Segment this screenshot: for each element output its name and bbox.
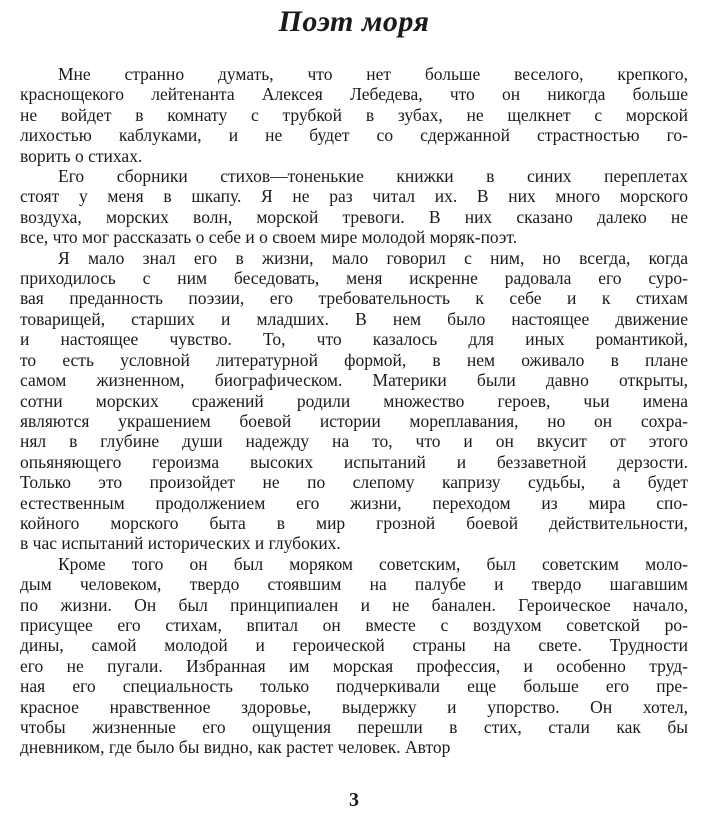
text-line: приходилось с ним беседовать, меня искренне радовала его суро- <box>20 268 688 289</box>
text-line: Кроме того он был моряком советским, был советским моло- <box>58 553 688 574</box>
text-line: Его сборники стихов—тоненькие книжки в синих переплетах <box>58 166 688 187</box>
text-line: койного морского быта в мир грозной боевой действительности, <box>20 512 688 533</box>
page-title: Поэт моря <box>278 5 430 38</box>
paragraph <box>20 248 688 554</box>
text-line: чтобы жизненные его ощущения перешли в стих, стали как бы <box>20 717 688 737</box>
text-line: стоят у меня в шкапу. Я не раз читал их. В них много морского <box>20 186 688 207</box>
text-line: дневником, где было бы видно, как растет человек. Автор <box>20 737 451 758</box>
text-line: дины, самой молодой и героической страны на свете. Трудности <box>20 635 688 656</box>
text-line: дым человеком, твердо стоявшим на палубе и твердо шагавшим <box>20 574 688 595</box>
text-line: не войдет в комнату с трубкой в зубах, не щелкнет с морской <box>20 104 688 125</box>
text-line: являются украшением боевой истории мореплавания, но он сохра- <box>20 410 688 431</box>
text-line: и настоящее чувство. То, что казалось для иных романтикой, <box>20 329 688 350</box>
paragraph <box>20 554 688 758</box>
text-line: присущее его стихам, впитал он вместе с воздухом советской ро- <box>20 614 688 635</box>
page-number: 3 <box>349 789 359 811</box>
text-line: лихостью каблуками, и не будет со сдержанной страстностью го- <box>20 125 688 146</box>
text-line: нял в глубине души надежду на то, что и он вкусит от этого <box>20 431 688 452</box>
text-line: опьяняющего героизма высоких испытаний и беззаветной дерзости. <box>20 451 688 472</box>
text-line: ная его специальность только подчеркивали еще больше его пре- <box>20 676 688 697</box>
text-line: в час испытаний исторических и глубоких. <box>20 533 341 554</box>
text-line: краснощекого лейтенанта Алексея Лебедева, что он никогда больше <box>20 84 688 105</box>
text-line: воздуха, морских волн, морской тревоги. В них сказано далеко не <box>20 206 688 227</box>
text-line: все, что мог рассказать о себе и о своем мире молодой моряк-поэт. <box>20 227 518 248</box>
text-line: самом жизненном, биографическом. Материки были давно открыты, <box>20 370 688 391</box>
text-line: по жизни. Он был принципиален и не банален. Героическое начало, <box>20 594 688 615</box>
text-line: товарищей, старших и младших. В нем было настоящее движение <box>20 308 688 329</box>
text-line: его не пугали. Избранная им морская профессия, и особенно труд- <box>20 655 688 676</box>
text-line: Только это произойдет не по слепому капризу судьбы, а будет <box>20 472 688 493</box>
paragraph <box>20 64 688 166</box>
text-line: естественным продолжением его жизни, переходом из мира спо- <box>20 492 688 513</box>
text-line: Мне странно думать, что нет больше веселого, крепкого, <box>58 64 688 84</box>
text-line: Я мало знал его в жизни, мало говорил с ним, но всегда, когда <box>58 247 688 268</box>
text-line: то есть условной литературной формой, в нем оживало в плане <box>20 349 688 370</box>
text-line: сотни морских сражений родили множество героев, чьи имена <box>20 390 688 411</box>
text-line: ворить о стихах. <box>20 145 143 166</box>
paragraph <box>20 166 688 248</box>
text-line: красное нравственное здоровье, выдержку и упорство. Он хотел, <box>20 696 688 717</box>
text-line: вая преданность поэзии, его требовательность к себе и к стихам <box>20 288 688 309</box>
body-text <box>20 64 688 758</box>
